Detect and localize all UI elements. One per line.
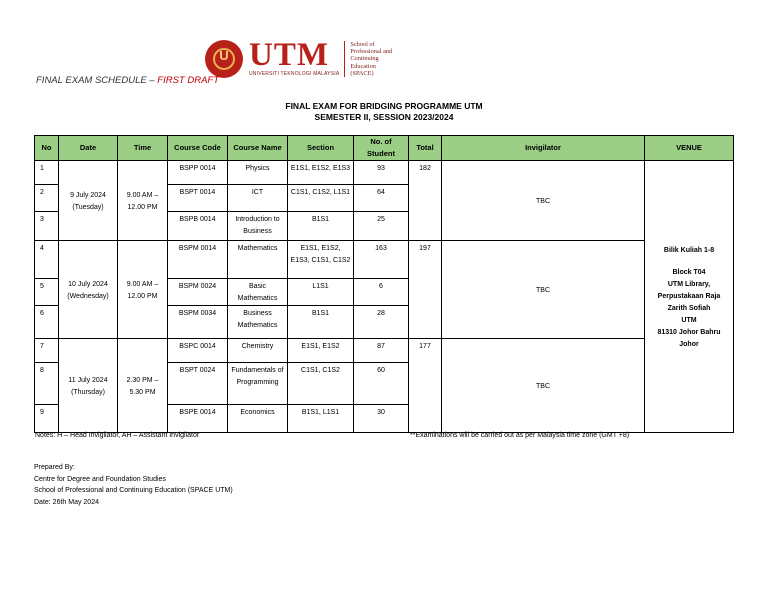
exam-time: 9.00 AM – 12.00 PM: [118, 161, 168, 241]
prepared-date: Date: 26th May 2024: [34, 498, 99, 506]
logo-divider: [344, 41, 345, 77]
header-no-of-student: No. of Student: [354, 136, 409, 161]
page-title: [0, 101, 768, 123]
invigilator: TBC: [442, 339, 645, 433]
utm-logo: [205, 37, 393, 78]
header-total: Total: [409, 136, 442, 161]
table-row: 2 BSPT 0014 ICT C1S1, C1S2, L1S1 64: [35, 185, 734, 212]
exam-time: 9.00 AM – 12.00 PM: [118, 241, 168, 339]
invigilator: TBC: [442, 161, 645, 241]
group-total: 182: [409, 161, 442, 241]
table-row: 1 9 July 2024 (Tuesday) 9.00 AM – 12.00 PM BSPP 0014 Physics E1S1, E1S2, E1S3 93 182 TBC Bilik Kuliah 1-8 Block T04 UTM Library, Perpustakaan Raja Zarith Sofiah UTM 81310 Johor Bahru Johor: [35, 161, 734, 185]
prepared-by: [34, 462, 233, 508]
venue: Bilik Kuliah 1-8 Block T04 UTM Library, Perpustakaan Raja Zarith Sofiah UTM 81310 Johor Bahru Johor: [645, 161, 734, 433]
title-line-1: FINAL EXAM FOR BRIDGING PROGRAMME UTM: [285, 101, 483, 111]
table-row: 8 BSPT 0024 Fundamentals of Programming C1S1, C1S2 60: [35, 363, 734, 405]
exam-date: 11 July 2024 (Thursday): [59, 339, 118, 433]
header-course-name: Course Name: [228, 136, 288, 161]
header-section: Section: [288, 136, 354, 161]
table-row: 5 BSPM 0024 Basic Mathematics L1S1 6: [35, 279, 734, 306]
header-time: Time: [118, 136, 168, 161]
header-invigilator: Invigilator: [442, 136, 645, 161]
prepared-line: School of Professional and Continuing Education (SPACE UTM): [34, 487, 233, 494]
title-line-2: SEMESTER II, SESSION 2023/2024: [314, 112, 454, 122]
exam-schedule-table: [34, 135, 734, 433]
table-row: 6 BSPM 0034 Business Mathematics B1S1 28: [35, 306, 734, 339]
notes-right: **Examinations will be carried out as per Malaysia time zone (GMT +8): [410, 432, 630, 439]
draft-label: FINAL EXAM SCHEDULE – FIRST DRAFT: [36, 75, 220, 86]
notes-left: Notes: H – Head Invigilator, AH – Assistant Invigilator: [35, 432, 200, 439]
table-row: 4 10 July 2024 (Wednesday) 9.00 AM – 12.00 PM BSPM 0014 Mathematics E1S1, E1S2, E1S3, C1S1, C1S2 163 197 TBC: [35, 241, 734, 279]
exam-time: 2.30 PM – 5.30 PM: [118, 339, 168, 433]
prepared-label: Prepared By:: [34, 464, 75, 471]
invigilator: TBC: [442, 241, 645, 339]
utm-emblem-icon: U: [205, 40, 243, 78]
group-total: 177: [409, 339, 442, 433]
table-row: 9 BSPE 0014 Economics B1S1, L1S1 30: [35, 405, 734, 433]
header-date: Date: [59, 136, 118, 161]
header-no: No: [35, 136, 59, 161]
university-name: UNIVERSITI TEKNOLOGI MALAYSIA: [249, 71, 340, 77]
draft-highlight: FIRST DRAFT: [157, 75, 220, 86]
exam-date: 10 July 2024 (Wednesday): [59, 241, 118, 339]
table-row: 3 BSPB 0014 Introduction to Business B1S1 25: [35, 212, 734, 241]
header-venue: VENUE: [645, 136, 734, 161]
school-name: School of Professional and Continuing Education (SPACE): [350, 40, 393, 77]
exam-date: 9 July 2024 (Tuesday): [59, 161, 118, 241]
prepared-line: Centre for Degree and Foundation Studies: [34, 475, 166, 483]
group-total: 197: [409, 241, 442, 339]
table-row: 7 11 July 2024 (Thursday) 2.30 PM – 5.30 PM BSPC 0014 Chemistry E1S1, E1S2 87 177 TBC: [35, 339, 734, 363]
header-course-code: Course Code: [168, 136, 228, 161]
utm-wordmark: UTM: [249, 37, 329, 73]
table-header-row: [35, 136, 734, 161]
